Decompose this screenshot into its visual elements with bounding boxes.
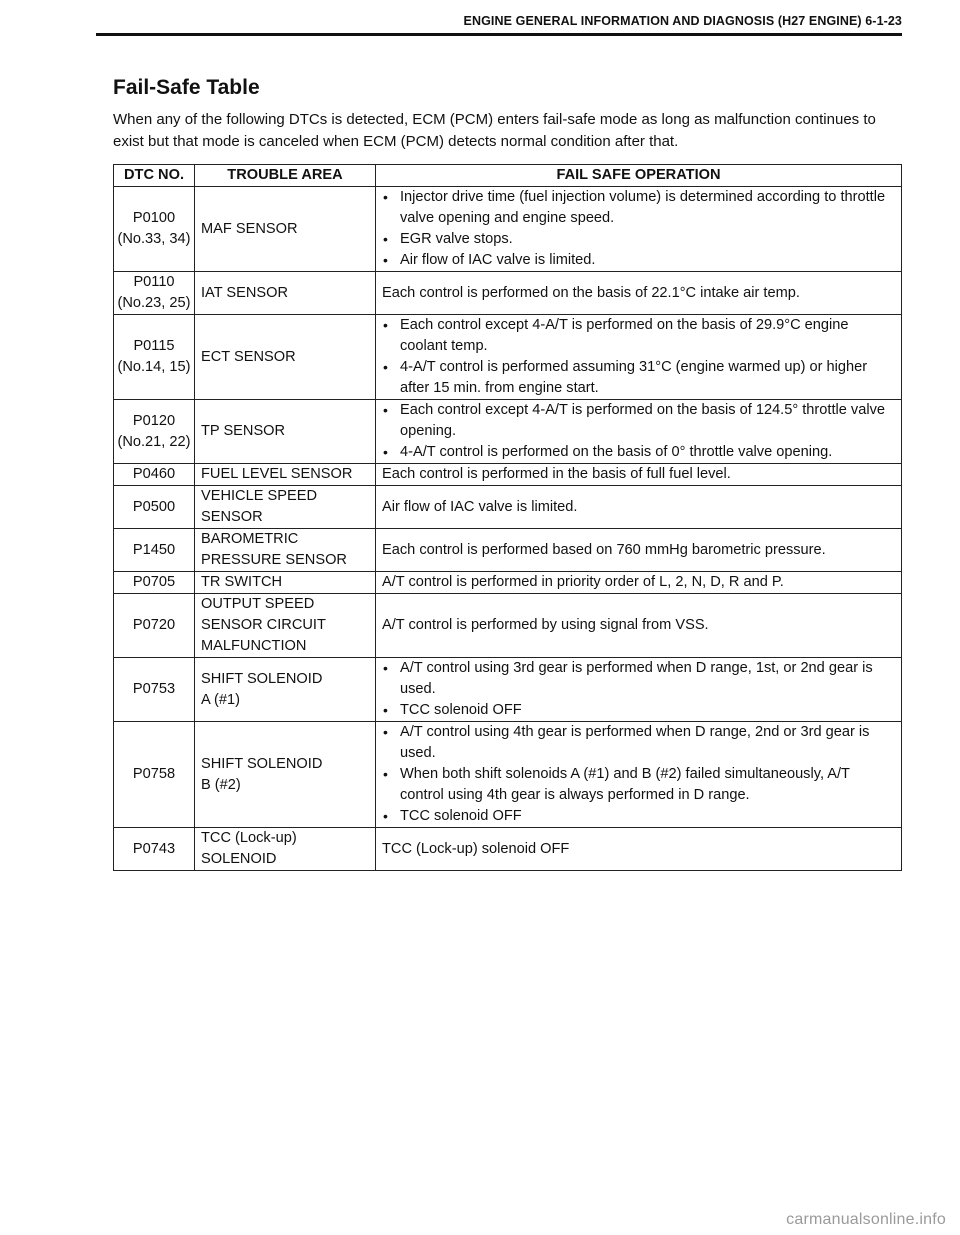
operation-list-item: • Each control except 4-A/T is performed on the basis of 29.9°C engine coolant temp. — [382, 315, 895, 357]
operation-list-item: • EGR valve stops. — [382, 229, 895, 250]
fail-safe-operation-cell — [376, 400, 902, 464]
fail-safe-operation-cell: A/T control is performed in priority order of L, 2, N, D, R and P. — [376, 572, 902, 594]
fail-safe-operation-cell: TCC (Lock-up) solenoid OFF — [376, 828, 902, 871]
column-header-trouble-area: TROUBLE AREA — [195, 165, 376, 187]
trouble-area-cell: TCC (Lock-up) SOLENOID — [195, 828, 376, 871]
table-row — [114, 529, 902, 572]
dtc-code-cell: P0100 (No.33, 34) — [114, 187, 195, 272]
table-row — [114, 464, 902, 486]
dtc-code-cell: P0753 — [114, 658, 195, 722]
dtc-code-cell: P1450 — [114, 529, 195, 572]
table-row — [114, 828, 902, 871]
operation-list-item: • TCC solenoid OFF — [382, 806, 895, 827]
intro-paragraph: When any of the following DTCs is detected, ECM (PCM) enters fail-safe mode as long as malfunction continues to exist but that mode is canceled when ECM (PCM) detects normal condition after that. — [113, 111, 876, 150]
fail-safe-operation-cell: A/T control is performed by using signal from VSS. — [376, 594, 902, 658]
dtc-code-cell: P0110 (No.23, 25) — [114, 272, 195, 315]
operation-list-item: • When both shift solenoids A (#1) and B (#2) failed simultaneously, A/T control using 4th gear is always performed in D range. — [382, 764, 895, 806]
trouble-area-cell: BAROMETRIC PRESSURE SENSOR — [195, 529, 376, 572]
table-row — [114, 658, 902, 722]
trouble-area-cell: SHIFT SOLENOID A (#1) — [195, 658, 376, 722]
column-header-dtc: DTC NO. — [114, 165, 195, 187]
dtc-code-cell: P0758 — [114, 722, 195, 828]
operation-list-item: • Air flow of IAC valve is limited. — [382, 250, 895, 271]
trouble-area-cell: MAF SENSOR — [195, 187, 376, 272]
fail-safe-operation-cell: Each control is performed in the basis of full fuel level. — [376, 464, 902, 486]
operation-list — [382, 722, 895, 827]
dtc-code-cell: P0705 — [114, 572, 195, 594]
trouble-area-cell: TP SENSOR — [195, 400, 376, 464]
fail-safe-operation-cell — [376, 315, 902, 400]
fail-safe-table — [113, 164, 902, 871]
trouble-area-cell: FUEL LEVEL SENSOR — [195, 464, 376, 486]
trouble-area-cell: SHIFT SOLENOID B (#2) — [195, 722, 376, 828]
fail-safe-operation-cell — [376, 722, 902, 828]
operation-list-item: • 4-A/T control is performed assuming 31°C (engine warmed up) or higher after 15 min. from engine start. — [382, 357, 895, 399]
dtc-code-cell: P0720 — [114, 594, 195, 658]
watermark: carmanualsonline.info — [786, 1211, 946, 1228]
operation-list-item: • Injector drive time (fuel injection volume) is determined according to throttle valve opening and engine speed. — [382, 187, 895, 229]
page-header-title: ENGINE GENERAL INFORMATION AND DIAGNOSIS (H27 ENGINE) 6-1-23 — [463, 14, 902, 28]
table-row — [114, 400, 902, 464]
trouble-area-cell: TR SWITCH — [195, 572, 376, 594]
operation-list — [382, 187, 895, 271]
operation-list — [382, 658, 895, 721]
fail-safe-operation-cell — [376, 187, 902, 272]
trouble-area-cell: OUTPUT SPEED SENSOR CIRCUIT MALFUNCTION — [195, 594, 376, 658]
section-title: Fail-Safe Table — [113, 76, 260, 99]
trouble-area-cell: IAT SENSOR — [195, 272, 376, 315]
column-header-fail-safe-operation: FAIL SAFE OPERATION — [376, 165, 902, 187]
table-row — [114, 594, 902, 658]
operation-list — [382, 400, 895, 463]
table-row — [114, 272, 902, 315]
table-row — [114, 315, 902, 400]
operation-list-item: • A/T control using 4th gear is performed when D range, 2nd or 3rd gear is used. — [382, 722, 895, 764]
header-divider — [96, 33, 902, 36]
fail-safe-operation-cell: Each control is performed based on 760 mmHg barometric pressure. — [376, 529, 902, 572]
table-row — [114, 187, 902, 272]
table-body — [114, 187, 902, 871]
fail-safe-operation-cell — [376, 658, 902, 722]
dtc-code-cell: P0500 — [114, 486, 195, 529]
dtc-code-cell: P0743 — [114, 828, 195, 871]
table-header-row — [114, 165, 902, 187]
table-row — [114, 722, 902, 828]
trouble-area-cell: ECT SENSOR — [195, 315, 376, 400]
operation-list-item: • A/T control using 3rd gear is performed when D range, 1st, or 2nd gear is used. — [382, 658, 895, 700]
fail-safe-operation-cell: Air flow of IAC valve is limited. — [376, 486, 902, 529]
trouble-area-cell: VEHICLE SPEED SENSOR — [195, 486, 376, 529]
operation-list-item: • TCC solenoid OFF — [382, 700, 895, 721]
dtc-code-cell: P0460 — [114, 464, 195, 486]
operation-list-item: • 4-A/T control is performed on the basis of 0° throttle valve opening. — [382, 442, 895, 463]
operation-list — [382, 315, 895, 399]
operation-list-item: • Each control except 4-A/T is performed on the basis of 124.5° throttle valve opening. — [382, 400, 895, 442]
table-row — [114, 486, 902, 529]
table-row — [114, 572, 902, 594]
fail-safe-operation-cell: Each control is performed on the basis of 22.1°C intake air temp. — [376, 272, 902, 315]
dtc-code-cell: P0115 (No.14, 15) — [114, 315, 195, 400]
dtc-code-cell: P0120 (No.21, 22) — [114, 400, 195, 464]
